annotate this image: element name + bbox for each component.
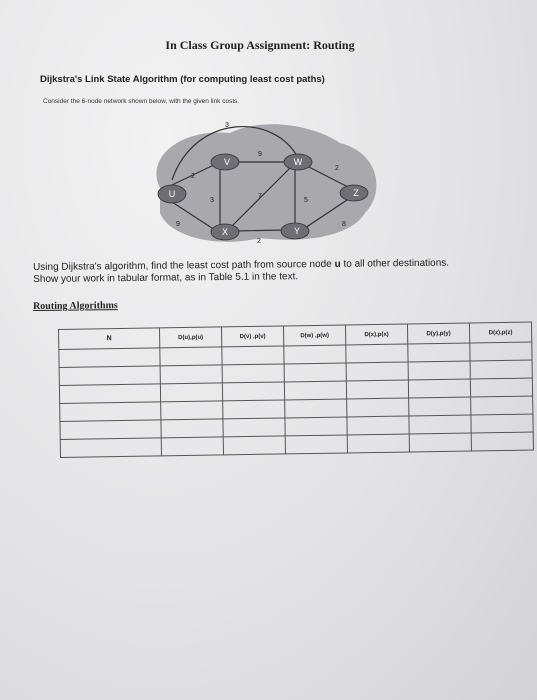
table-cell[interactable] <box>347 416 409 435</box>
node-label-y: Y <box>293 226 301 236</box>
table-cell[interactable] <box>408 379 470 398</box>
page-title: In Class Group Assignment: Routing <box>165 38 355 52</box>
node-label-w: W <box>293 157 303 167</box>
question-text-end: to all other destinations. Show your work in tabular format, as in Table 5.1 in the text. <box>33 257 450 285</box>
header-dy: D(y),p(y) <box>407 323 469 344</box>
table-cell[interactable] <box>285 417 347 436</box>
table-cell[interactable] <box>161 437 223 456</box>
table-cell[interactable] <box>222 364 284 383</box>
table-cell[interactable] <box>160 347 222 366</box>
cost-u-x: 9 <box>176 221 180 228</box>
table-cell[interactable] <box>284 381 346 400</box>
question-text-start: Using Dijkstra's algorithm, find the least cost path from source node <box>33 258 335 273</box>
table-cell[interactable] <box>59 366 160 386</box>
cost-u-v: 2 <box>191 173 195 180</box>
cost-w-x: 7 <box>258 193 262 200</box>
table-cell[interactable] <box>471 414 533 433</box>
table-cell[interactable] <box>223 436 285 455</box>
table-cell[interactable] <box>60 402 161 422</box>
cost-x-y: 2 <box>257 238 261 245</box>
table-cell[interactable] <box>160 365 222 384</box>
table-cell[interactable] <box>470 342 532 361</box>
table-cell[interactable] <box>222 346 284 365</box>
header-du: D(u),p(u) <box>159 327 221 348</box>
cost-v-w: 9 <box>258 151 262 158</box>
table-cell[interactable] <box>161 419 223 438</box>
node-label-u: U <box>168 189 176 199</box>
header-dx: D(x),p(x) <box>345 324 407 345</box>
table-cell[interactable] <box>222 382 284 401</box>
table-cell[interactable] <box>470 378 532 397</box>
table-cell[interactable] <box>470 360 532 379</box>
question-text <box>33 257 473 286</box>
table-cell[interactable] <box>160 383 222 402</box>
router-node-z <box>340 185 368 201</box>
instruction-text: Consider the 6-node network shown below, with the given link costs. <box>43 98 240 105</box>
table-cell[interactable] <box>60 420 161 440</box>
table-cell[interactable] <box>59 348 160 368</box>
dijkstra-table-wrapper <box>58 322 534 458</box>
router-node-x <box>211 224 239 240</box>
table-cell[interactable] <box>471 432 533 451</box>
header-dv: D(v) ,p(v) <box>221 326 283 347</box>
cost-u-w: 3 <box>225 122 229 129</box>
cost-w-z: 2 <box>335 165 339 172</box>
table-cell[interactable] <box>284 363 346 382</box>
table-cell[interactable] <box>408 361 470 380</box>
table-cell[interactable] <box>347 398 409 417</box>
table-cell[interactable] <box>346 344 408 363</box>
table-cell[interactable] <box>223 400 285 419</box>
table-cell[interactable] <box>408 343 470 362</box>
header-dz: D(z),p(z) <box>469 322 531 343</box>
table-cell[interactable] <box>285 435 347 454</box>
table-cell[interactable] <box>409 433 471 452</box>
source-node-name: u <box>334 258 341 270</box>
dijkstra-table <box>58 322 534 458</box>
cost-w-y: 5 <box>304 197 308 204</box>
table-cell[interactable] <box>223 418 285 437</box>
node-label-z: Z <box>353 188 359 198</box>
routing-algorithms-link[interactable]: Routing Algorithms <box>33 300 118 312</box>
table-cell[interactable] <box>471 396 533 415</box>
table-cell[interactable] <box>161 401 223 420</box>
cost-y-z: 8 <box>342 221 346 228</box>
header-dw: D(w) ,p(w) <box>283 325 345 346</box>
network-graph <box>140 118 380 253</box>
node-label-x: X <box>221 227 229 237</box>
router-node-w <box>284 154 312 170</box>
table-cell[interactable] <box>347 434 409 453</box>
router-node-y <box>281 223 309 239</box>
router-node-v <box>211 154 239 170</box>
table-cell[interactable] <box>284 345 346 364</box>
table-cell[interactable] <box>59 384 160 404</box>
table-cell[interactable] <box>60 438 161 458</box>
table-cell[interactable] <box>285 399 347 418</box>
router-node-u <box>158 185 186 203</box>
section-subtitle: Dijkstra's Link State Algorithm (for computing least cost paths) <box>40 74 325 85</box>
table-cell[interactable] <box>409 397 471 416</box>
table-cell[interactable] <box>346 380 408 399</box>
node-label-v: V <box>223 157 231 167</box>
table-cell[interactable] <box>409 415 471 434</box>
cost-v-x: 3 <box>210 197 214 204</box>
table-cell[interactable] <box>346 362 408 381</box>
header-n: N <box>59 328 160 350</box>
